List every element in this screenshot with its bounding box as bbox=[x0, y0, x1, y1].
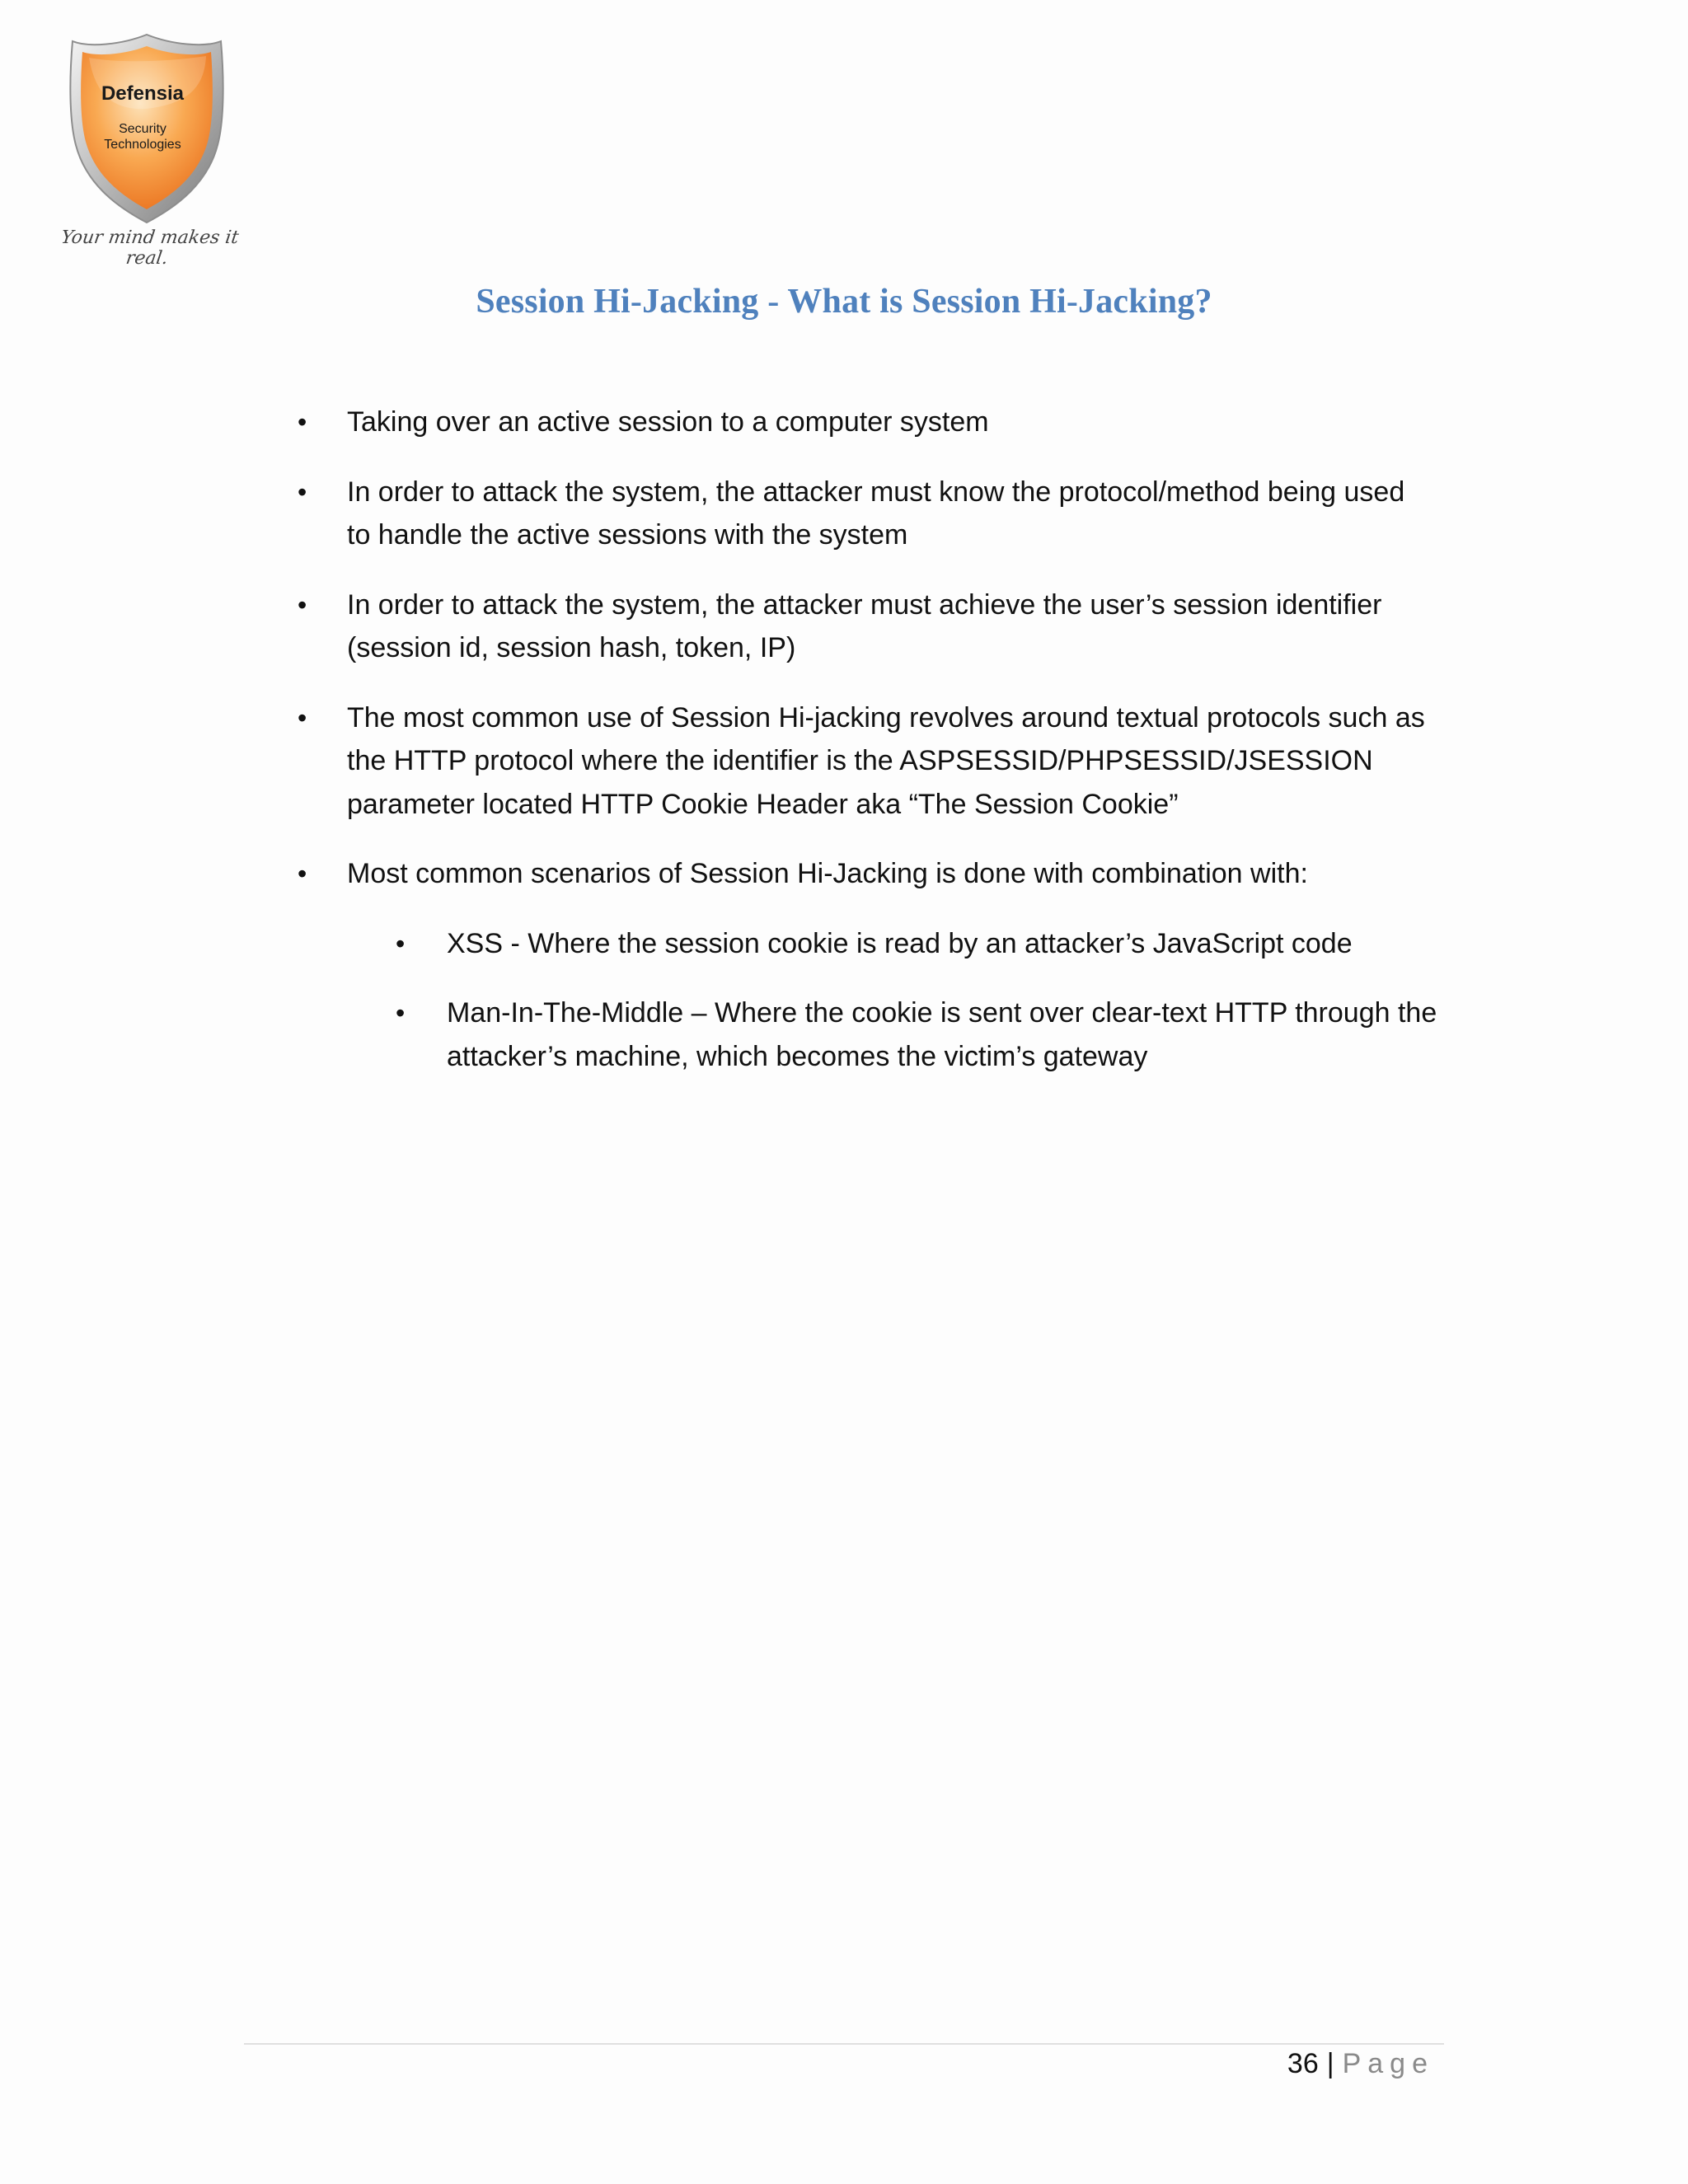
bullet-text: In order to attack the system, the attacker must achieve the user’s session identifier (session id, session hash, token, IP) bbox=[347, 588, 1382, 663]
sub-bullet-text: Man-In-The-Middle – Where the cookie is sent over clear-text HTTP through the attacker’s machine, which becomes the victim’s gateway bbox=[447, 997, 1437, 1072]
bullet-dot-icon: • bbox=[298, 702, 307, 733]
bullet-text: In order to attack the system, the attacker must know the protocol/method being used to handle the active sessions with the system bbox=[347, 476, 1405, 551]
page-title: Session Hi-Jacking - What is Session Hi-Jacking? bbox=[476, 283, 1212, 321]
bullet-dot-icon: • bbox=[298, 589, 307, 620]
logo-brand-name: Defensia bbox=[101, 82, 185, 105]
logo-tagline: Your mind makes it real. bbox=[59, 227, 241, 269]
bullet-item bbox=[298, 696, 1435, 827]
bullet-item bbox=[298, 852, 1435, 896]
logo-subtitle-line1: Security bbox=[119, 122, 166, 136]
bullet-dot-icon: • bbox=[396, 998, 406, 1028]
page-footer bbox=[1287, 2048, 1434, 2080]
logo-subtitle-line2: Technologies bbox=[104, 138, 181, 152]
company-logo bbox=[59, 30, 241, 269]
bullet-text: Most common scenarios of Session Hi-Jacking is done with combination with: bbox=[347, 858, 1308, 889]
bullet-dot-icon: • bbox=[298, 859, 307, 888]
sub-bullet-item bbox=[396, 991, 1452, 1078]
bullet-text: The most common use of Session Hi-jacking revolves around textual protocols such as the HTTP protocol where the identifier is the ASPSESSID/PHPSESSID/JSESSION parameter located HTTP Cookie Header aka “The Session Cookie” bbox=[347, 701, 1425, 820]
bullet-text: Taking over an active session to a computer system bbox=[347, 406, 989, 438]
bullet-dot-icon: • bbox=[298, 407, 307, 437]
page-number: 36 bbox=[1287, 2048, 1319, 2079]
page-label: Page bbox=[1342, 2048, 1434, 2079]
footer-divider bbox=[244, 2043, 1444, 2045]
bullet-item bbox=[298, 471, 1435, 557]
sub-bullet-text: XSS - Where the session cookie is read by an attacker’s JavaScript code bbox=[447, 927, 1353, 959]
bullet-item bbox=[298, 583, 1435, 670]
bullet-dot-icon: • bbox=[298, 476, 307, 507]
bullet-item bbox=[298, 401, 1435, 444]
bullet-dot-icon: • bbox=[396, 928, 406, 958]
sub-bullet-item bbox=[396, 922, 1452, 966]
bullet-list bbox=[0, 401, 1688, 1104]
footer-separator: | bbox=[1326, 2048, 1334, 2079]
